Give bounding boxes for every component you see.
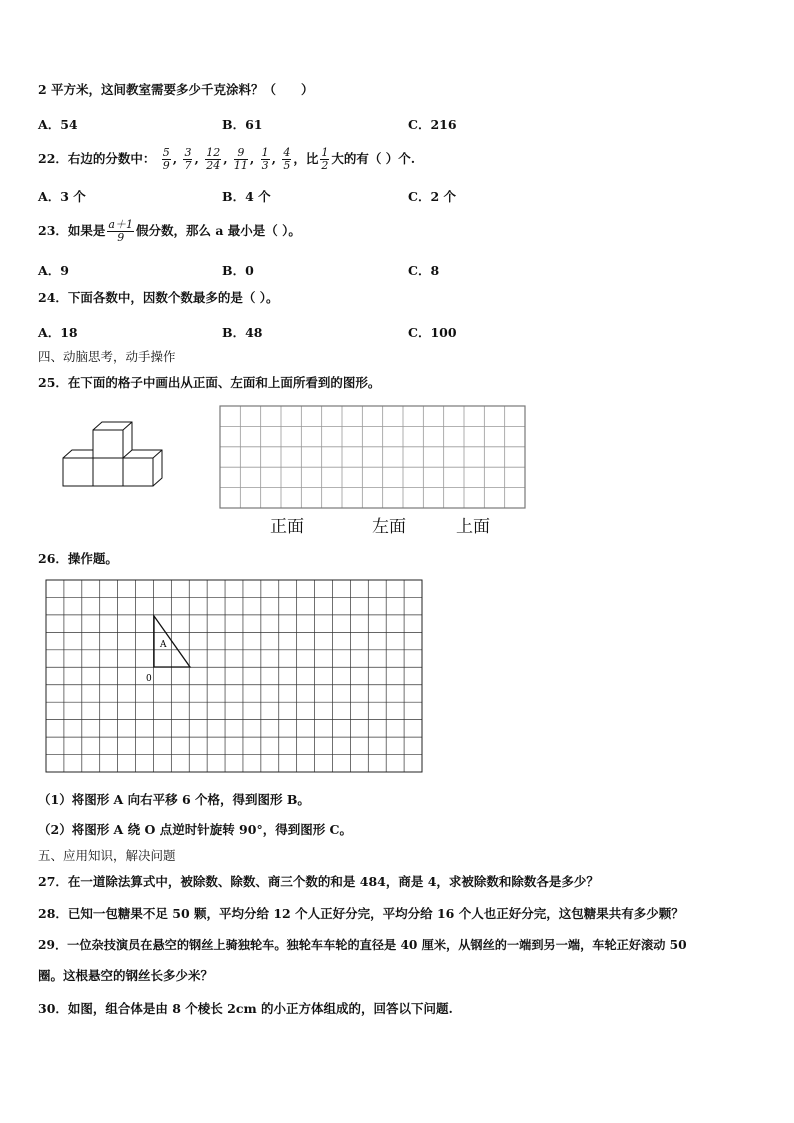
q24-text: 24．下面各数中，因数个数最多的是（ ）。 <box>38 290 279 305</box>
q22-text: 22．右边的分数中： $\frac{5}{9}$ , $\frac{3}{7}$ , $\frac{12}{24}$ , $\frac{9}{11}$ , $\frac{1}{3}$ , $\frac{4}{5}$ ，比 $\frac{1}{2}$ 大的有（ ）个. <box>38 146 416 172</box>
q22-option-c: C．2 个 <box>408 189 456 204</box>
operation-grid <box>45 579 425 775</box>
q24-option-a: A．18 <box>38 325 78 340</box>
q28-text: 28．已知一包糖果不足 50 颗，平均分给 12 个人正好分完，平均分给 16 个人也正好分完，这包糖果共有多少颗？ <box>38 906 684 921</box>
origin-label: 0 <box>146 674 152 684</box>
q22-option-a: A．3 个 <box>38 189 86 204</box>
q26-text: 26．操作题。 <box>38 551 118 566</box>
q22-prefix: 22．右边的分数中： <box>38 151 156 166</box>
q26-1-text: （1）将图形 A 向右平移 6 个格，得到图形 B。 <box>38 792 310 807</box>
q24-option-b: B．48 <box>222 325 263 340</box>
shape-a-label: A <box>160 640 167 650</box>
fraction-3: $\frac{12}{24}$ <box>206 146 221 172</box>
section-4-heading: 四、动脑思考，动手操作 <box>38 349 176 364</box>
q23-option-c: C．8 <box>408 263 440 278</box>
q21-option-c: C．216 <box>408 117 457 132</box>
q30-text: 30．如图，组合体是由 8 个棱长 2cm 的小正方体组成的，回答以下问题. <box>38 1001 453 1016</box>
q21-text: 2 平方米，这间教室需要多少千克涂料？（ ） <box>38 82 314 97</box>
fraction-1: $\frac{5}{9}$ <box>162 146 170 172</box>
q29-text-line2: 圈。这根悬空的钢丝长多少米？ <box>38 968 214 983</box>
fraction-6: $\frac{4}{5}$ <box>283 146 291 172</box>
q22-mid: ，比 <box>293 151 319 166</box>
view-label-left: 左面 <box>372 517 406 537</box>
q27-text: 27．在一道除法算式中，被除数、除数、商三个数的和是 484，商是 4，求被除数和除数各是多少？ <box>38 874 599 889</box>
q26-2-text: （2）将图形 A 绕 O 点逆时针旋转 90°，得到图形 C。 <box>38 822 352 837</box>
q23-prefix: 23．如果是 <box>38 223 106 238</box>
section-5-heading: 五、应用知识，解决问题 <box>38 848 176 863</box>
fraction-2: $\frac{3}{7}$ <box>184 146 192 172</box>
q23-suffix: 假分数，那么 a 最小是（ ）。 <box>135 223 301 238</box>
q25-text: 25．在下面的格子中画出从正面、左面和上面所看到的图形。 <box>38 375 381 390</box>
view-label-top: 上面 <box>456 517 490 537</box>
cube-stack-figure <box>60 418 170 493</box>
q29-text-line1: 29．一位杂技演员在悬空的钢丝上骑独轮车。独轮车车轮的直径是 40 厘米，从钢丝的一端到另一端，车轮正好滚动 50 <box>38 938 687 952</box>
views-grid <box>219 405 527 511</box>
q21-option-a: A．54 <box>38 117 78 132</box>
fraction-4: $\frac{9}{11}$ <box>233 146 248 172</box>
q23-option-b: B．0 <box>222 263 254 278</box>
q23-option-a: A．9 <box>38 263 69 278</box>
compare-fraction: $\frac{1}{2}$ <box>321 146 329 172</box>
q23-fraction: $\frac{a+1}{9}$ <box>108 218 133 244</box>
q21-option-b: B．61 <box>222 117 263 132</box>
fraction-5: $\frac{1}{3}$ <box>261 146 269 172</box>
q24-option-c: C．100 <box>408 325 457 340</box>
q22-suffix: 大的有（ ）个. <box>331 151 416 166</box>
view-label-front: 正面 <box>270 517 304 537</box>
q23-text <box>38 216 301 246</box>
q22-option-b: B．4 个 <box>222 189 271 204</box>
